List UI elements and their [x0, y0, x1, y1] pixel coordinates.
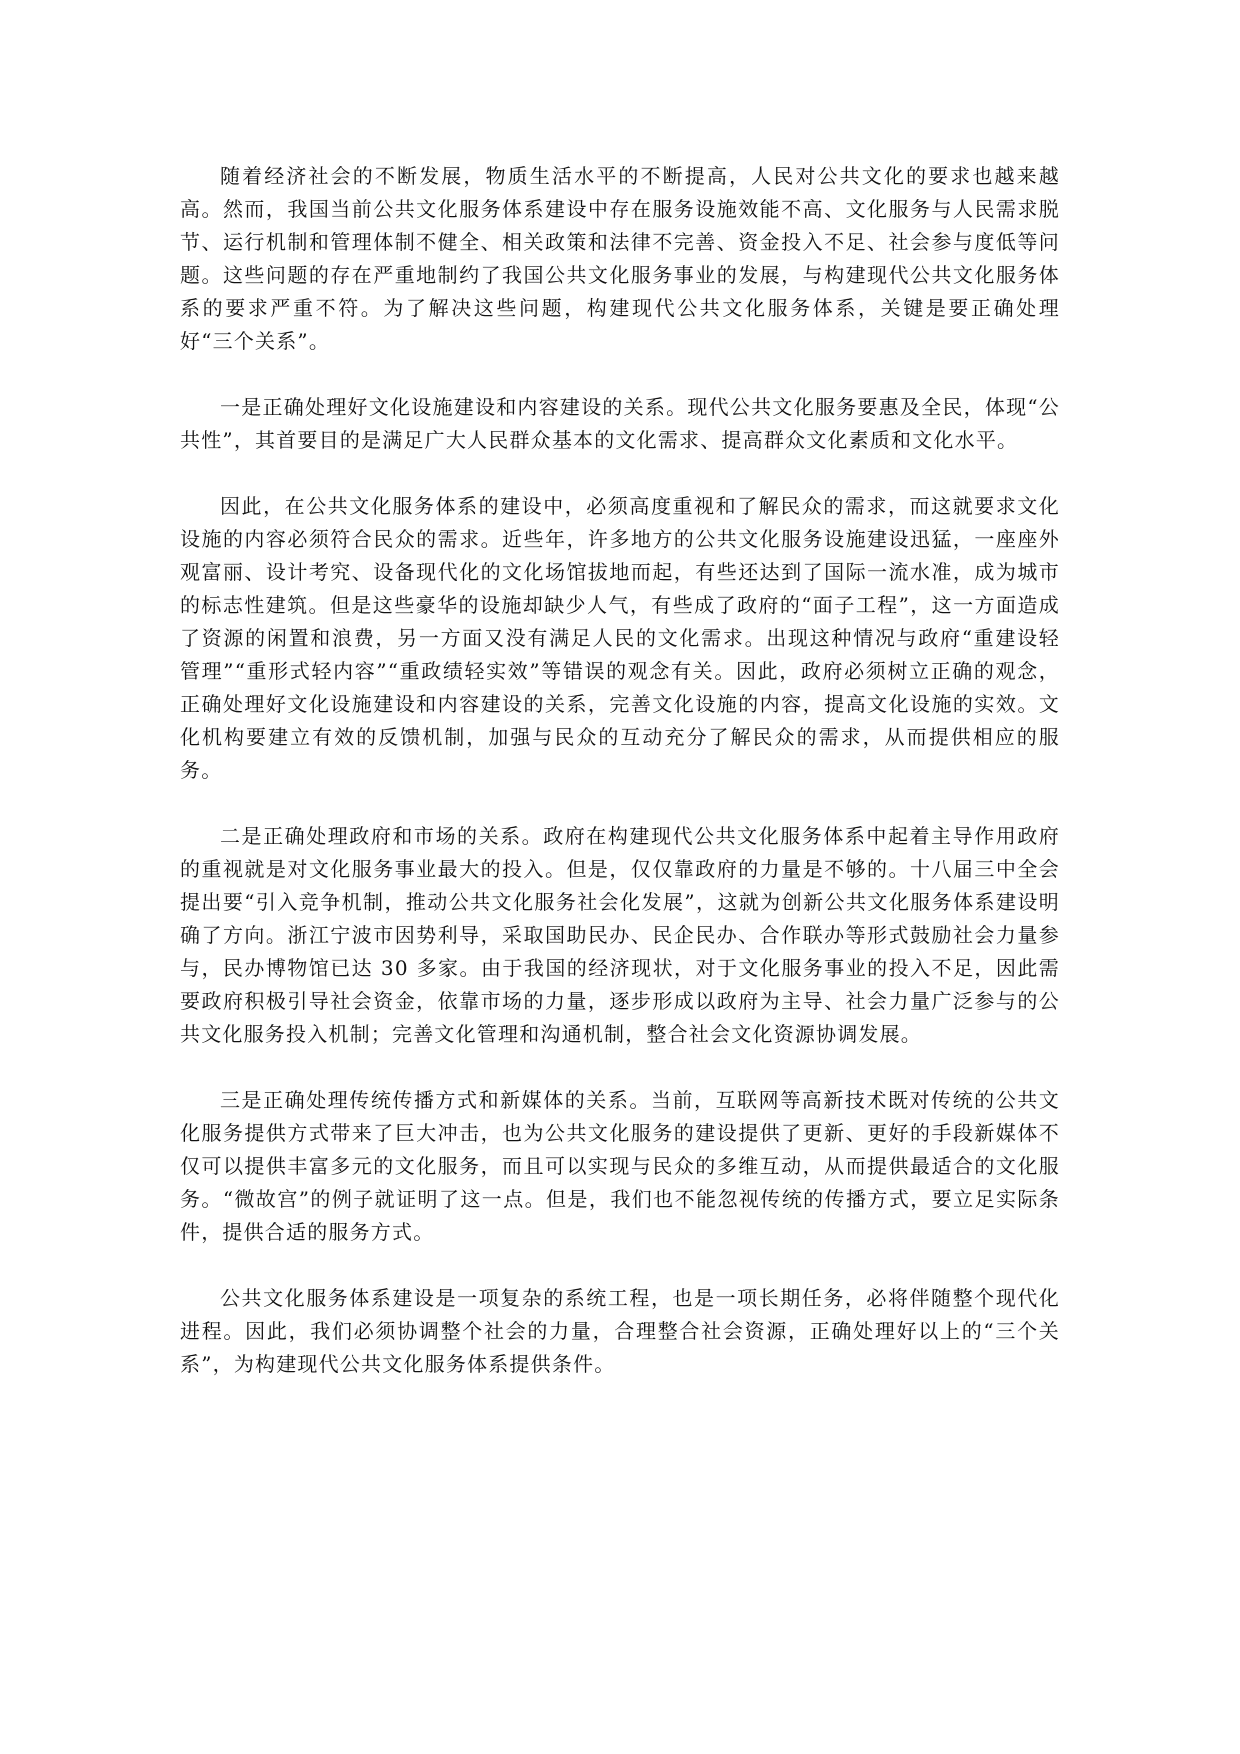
document-body — [180, 160, 1060, 1414]
paragraph-relation-three: 三是正确处理传统传播方式和新媒体的关系。当前，互联网等高新技术既对传统的公共文化服务提供方式带来了巨大冲击，也为公共文化服务的建设提供了更新、更好的手段新媒体不仅可以提供丰富多元的文化服务，而且可以实现与民众的多维互动，从而提供最适合的文化服务。“微故宫”的例子就证明了这一点。但是，我们也不能忽视传统的传播方式，要立足实际条件，提供合适的服务方式。 — [180, 1088, 1060, 1244]
paragraph-relation-two: 二是正确处理政府和市场的关系。政府在构建现代公共文化服务体系中起着主导作用政府的重视就是对文化服务事业最大的投入。但是，仅仅靠政府的力量是不够的。十八届三中全会提出要“引入竞争机制，推动公共文化服务社会化发展”，这就为创新公共文化服务体系建设明确了方向。浙江宁波市因势利导，采取国助民办、民企民办、合作联办等形式鼓励社会力量参与，民办博物馆已达 30 多家。由于我国的经济现状，对于文化服务事业的投入不足，因此需要政府积极引导社会资金，依靠市场的力量，逐步形成以政府为主导、社会力量广泛参与的公共文化服务投入机制；完善文化管理和沟通机制，整合社会文化资源协调发展。 — [180, 824, 1060, 1046]
paragraph-conclusion: 公共文化服务体系建设是一项复杂的系统工程，也是一项长期任务，必将伴随整个现代化进程。因此，我们必须协调整个社会的力量，合理整合社会资源，正确处理好以上的“三个关系”，为构建现代公共文化服务体系提供条件。 — [180, 1286, 1060, 1376]
paragraph-relation-one: 一是正确处理好文化设施建设和内容建设的关系。现代公共文化服务要惠及全民，体现“公共性”，其首要目的是满足广大人民群众基本的文化需求、提高群众文化素质和文化水平。 — [180, 395, 1060, 452]
paragraph-relation-one-detail: 因此，在公共文化服务体系的建设中，必须高度重视和了解民众的需求，而这就要求文化设施的内容必须符合民众的需求。近些年，许多地方的公共文化服务设施建设迅猛，一座座外观富丽、设计考究、设备现代化的文化场馆拔地而起，有些还达到了国际一流水准，成为城市的标志性建筑。但是这些豪华的设施却缺少人气，有些成了政府的“面子工程”，这一方面造成了资源的闲置和浪费，另一方面又没有满足人民的文化需求。出现这种情况与政府“重建设轻管理”“重形式轻内容”“重政绩轻实效”等错误的观念有关。因此，政府必须树立正确的观念，正确处理好文化设施建设和内容建设的关系，完善文化设施的内容，提高文化设施的实效。文化机构要建立有效的反馈机制，加强与民众的互动充分了解民众的需求，从而提供相应的服务。 — [180, 494, 1060, 782]
paragraph-intro: 随着经济社会的不断发展，物质生活水平的不断提高，人民对公共文化的要求也越来越高。然而，我国当前公共文化服务体系建设中存在服务设施效能不高、文化服务与人民需求脱节、运行机制和管理体制不健全、相关政策和法律不完善、资金投入不足、社会参与度低等问题。这些问题的存在严重地制约了我国公共文化服务事业的发展，与构建现代公共文化服务体系的要求严重不符。为了解决这些问题，构建现代公共文化服务体系，关键是要正确处理好“三个关系”。 — [180, 164, 1060, 353]
